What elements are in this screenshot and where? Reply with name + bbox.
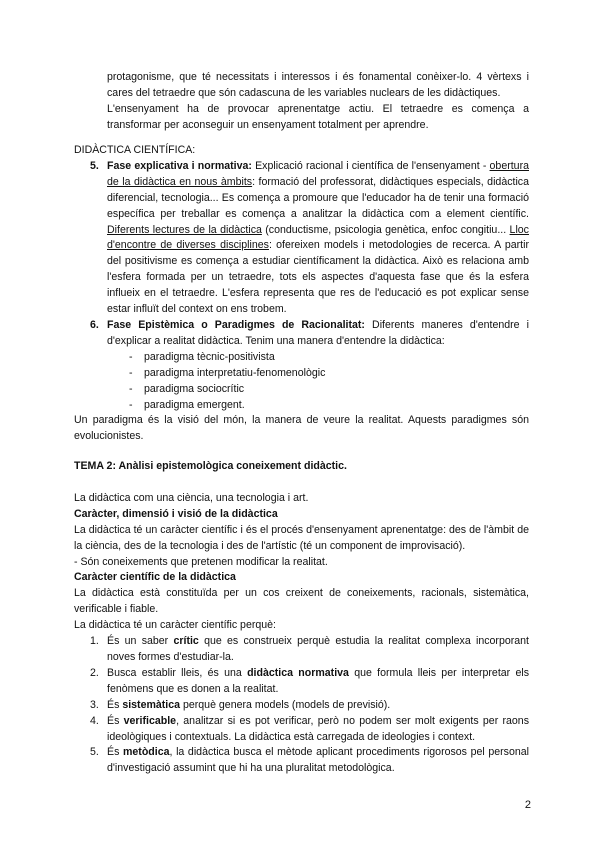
bold-term: metòdica [122,746,170,759]
paradigm-item: - paradigma sociocrític [74,382,529,398]
list-item [74,714,529,746]
section-heading: DIDÀCTICA CIENTÍFICA: [74,144,196,156]
phase-title: Fase Epistèmica o Paradigmes de Racionalitat: [107,318,365,331]
underlined-text: obertura de la didàctica en nous àmbits [107,159,529,188]
tema2-section [74,459,529,777]
text-run: que formula lleis per interpretar els fenòmens que es donen a la realitat. [107,666,530,695]
list-number: 5. [90,746,99,759]
list-item [74,634,529,666]
phase-list [74,159,529,414]
phase-title: Fase explicativa i normativa: [107,159,252,172]
text-run: : ofereixen models i metodologies de recerca. A partir del positivisme es comença a estudiar científicament la didàctica. Això es relaciona amb l'esfera formada per un tetraedre, tots els aspectes d'aquesta fase que és la esfera influeix en el tetraedre. L'esfera representa que res de l'educació es pot explicar sense estar influït del context on ens trobem. [107,239,530,316]
text-run: , analitzar si es pot verificar, però no podem ser molt exigents per raons ideològiques i contextuals. La didàctica està carregada de ideologies i context. [107,714,529,743]
bold-term: crític [173,635,199,648]
bold-term: verificable [123,714,177,727]
list-number: 1. [90,635,99,648]
list-item [74,745,529,777]
list-number: 3. [90,698,99,711]
text-run: És [107,714,124,727]
text-run: És [107,746,123,759]
paragraph: - Són coneixements que pretenen modificar la realitat. [74,555,328,568]
subheading: Caràcter científic de la didàctica [74,571,236,584]
paradigm-item: - paradigma tècnic-positivista [74,350,529,366]
text-run: És un saber [107,635,174,648]
list-number: 2. [90,666,99,679]
paragraph: La didàctica està constituïda per un cos creixent de coneixements, racionals, sistemàtica, verificable i fiable. [74,587,529,616]
text-run: perquè genera models (models de previsió). [180,698,391,711]
bold-term: sistemàtica [122,698,181,711]
intro-section [74,70,529,134]
bold-term: didàctica normativa [247,666,349,679]
paragraph: La didàctica té un caràcter científic perquè: [74,619,276,632]
subheading: Caràcter, dimensió i visió de la didàctica [74,507,278,520]
list-item [74,318,529,413]
list-number: 5. [90,159,99,172]
text-run: , la didàctica busca el mètode aplicant procediments rigorosos pel personal d'investigació assumint que hi ha una pluralitat metodològica. [107,746,529,775]
list-item [74,666,529,698]
text-run: (conductisme, psicologia genètica, enfoc congitiu... [261,223,510,236]
paradigm-item: - paradigma emergent. [74,398,529,414]
intro-paragraph: L'ensenyament ha de provocar aprenentatge actiu. El tetraedre es comença a transformar per aconseguir un ensenyament totalment per aprendre. [107,102,529,131]
text-run: que es construeix perquè estudia la realitat complexa incorporant noves formes d'estudiar-la. [107,635,529,663]
text-run: Diferents maneres d'entendre i d'explicar a realitat didàctica. Tenim una manera d'entendre la didàctica: [107,318,529,347]
list-item [74,698,529,714]
closing-paragraph: Un paradigma és la visió del món, la manera de veure la realitat. Aquests paradigmes són evolucionistes. [74,414,529,443]
list-item [74,159,529,318]
list-number: 6. [90,318,99,331]
paragraph: La didàctica com una ciència, una tecnologia i art. [74,491,309,504]
characteristics-list [74,634,529,777]
text-run: Explicació racional i científica de l'ensenyament - [251,159,490,172]
paragraph: La didàctica té un caràcter científic i és el procés d'ensenyament aprenentatge: des de l'àmbit de la ciència, des de la tecnologia i des de l'artístic (té un component de improvisació). [74,523,529,552]
didactica-cientifica-section [74,143,529,445]
list-number: 4. [90,714,99,727]
paradigm-item: - paradigma interpretatiu-fenomenològic [74,366,529,382]
paradigm-list [74,350,529,414]
text-run: : formació del professorat, didàctiques especials, didàctica diferencial, tecnologia... Es comença a promoure que l'educador ha de tenir una formació específica per treballar es comença a analitzar la didàctica com a element científic. [107,175,529,220]
page-number: 2 [524,799,531,811]
text-run: Busca establir lleis, és una [107,666,248,679]
tema-heading: TEMA 2: Anàlisi epistemològica coneixement didàctic. [74,460,347,472]
intro-paragraph: protagonisme, que té necessitats i interessos i és fonamental conèixer-lo. 4 vèrtexs i cares del tetraedre que són cadascuna de les variables nuclears de les didàctiques. [107,71,529,99]
underlined-text: Diferents lectures de la didàctica [107,223,262,236]
text-run: És [107,698,123,711]
underlined-text: Lloc d'encontre de diverses disciplines [107,223,529,252]
